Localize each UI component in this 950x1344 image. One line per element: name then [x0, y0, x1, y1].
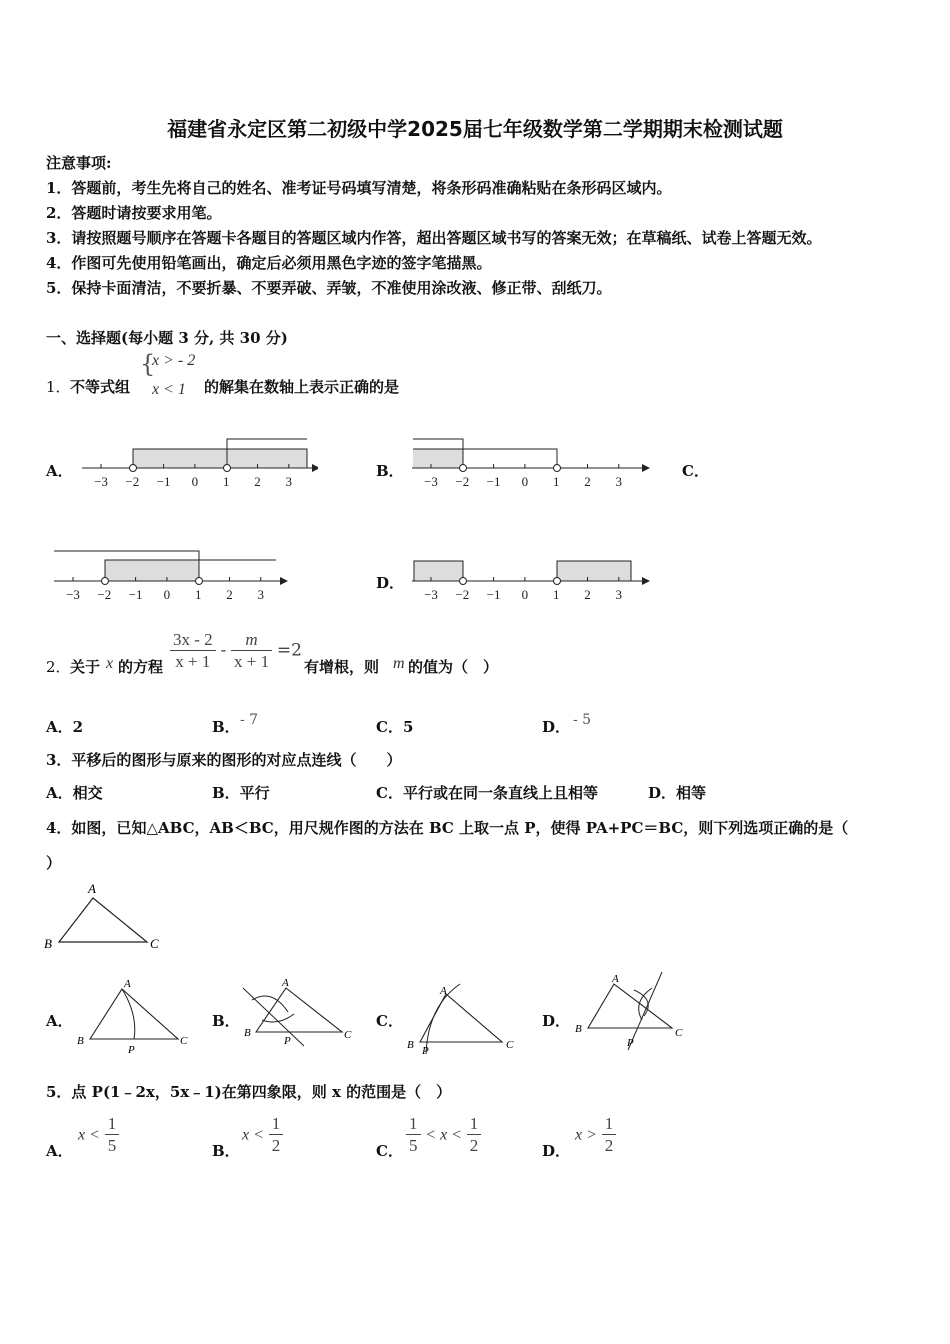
number-line-d	[408, 545, 653, 605]
q2-var-x: x	[106, 655, 114, 672]
option-c: C．平行或在同一条直线上且相等	[376, 784, 598, 802]
arrow-icon	[312, 464, 318, 472]
notice-item: 1．答题前，考生先将自己的姓名、准考证号码填写清楚，将条形码准确粘贴在条形码区域内。	[46, 179, 672, 197]
option-b-expr: x < $\frac{1}{2}$	[242, 1114, 283, 1157]
tick-label: 3	[615, 474, 623, 489]
tick-label: 2	[226, 587, 233, 602]
figure-a	[72, 975, 197, 1057]
q2-var-m: m	[393, 655, 405, 672]
vertex-a: A	[88, 881, 96, 896]
triangle	[256, 988, 342, 1032]
option-b: B．	[212, 1012, 240, 1030]
arc	[634, 990, 648, 1016]
tick-label: −2	[455, 474, 470, 489]
option-c: C．	[376, 1012, 403, 1030]
vertex-b: B	[407, 1039, 414, 1051]
option-c: C．5	[376, 718, 414, 736]
option-c: C．	[376, 1142, 403, 1160]
q2-equation: $\frac{3x - 2}{x + 1}$ - $\frac{m}{x + 1}$ =2	[170, 630, 302, 673]
open-point	[102, 578, 109, 585]
solution-region	[413, 449, 463, 468]
vertex-c: C	[506, 1039, 514, 1051]
fraction: $\frac{1}{2}$	[602, 1114, 617, 1157]
option-b: B．	[212, 1142, 240, 1160]
option-label: B．	[376, 462, 404, 480]
q5-text: 5．点 P(1﹣2x，5x﹣1)在第四象限，则 x 的范围是（ ）	[46, 1083, 452, 1101]
q3-text: 3．平移后的图形与原来的图形的对应点连线（ ）	[46, 751, 402, 769]
tick-label: −3	[66, 587, 80, 602]
option-d: D．相等	[648, 784, 707, 802]
option-label: D．	[376, 574, 405, 592]
figure-d	[572, 968, 697, 1054]
arrow-icon	[642, 464, 650, 472]
point-p: P	[627, 1037, 634, 1049]
notice-item: 2．答题时请按要求用笔。	[46, 204, 222, 222]
tick-label: 2	[254, 474, 261, 489]
vertex-a: A	[282, 977, 289, 989]
fraction: $\frac{1}{5}$	[105, 1114, 120, 1157]
tick-label: 1	[552, 474, 560, 489]
option-label: C．	[682, 462, 709, 480]
vertex-b: B	[244, 1027, 251, 1039]
arrow-icon	[280, 577, 288, 585]
tick-label: −2	[97, 587, 112, 602]
tick-label: −3	[424, 587, 438, 602]
q2-number: 2．	[46, 658, 71, 676]
vertex-a: A	[440, 985, 447, 997]
figure-c	[402, 980, 527, 1058]
tick-label: 0	[163, 587, 171, 602]
solution-region	[105, 560, 199, 581]
open-point	[554, 465, 561, 472]
triangle	[59, 898, 147, 942]
tick-label: 0	[521, 474, 529, 489]
open-point	[224, 465, 231, 472]
point-p: P	[284, 1035, 291, 1047]
fraction: $\frac{3x - 2}{x + 1}$	[170, 630, 216, 673]
vertex-c: C	[180, 1035, 188, 1047]
option-a-expr: x < $\frac{1}{5}$	[78, 1114, 119, 1157]
option-a: A．相交	[46, 784, 103, 802]
option-d-expr: x > $\frac{1}{2}$	[575, 1114, 616, 1157]
notice-item: 4．作图可先使用铅笔画出，确定后必须用黑色字迹的签字笔描黑。	[46, 254, 492, 272]
section-heading: 一、选择题(每小题 3 分, 共 30 分)	[46, 329, 288, 347]
bisector	[243, 988, 304, 1046]
q1-pre: 不等式组	[70, 378, 131, 396]
option-d: D．	[542, 1012, 571, 1030]
q2-mid: 的方程	[118, 658, 164, 676]
tick-label: 1	[222, 474, 230, 489]
option-c-expr: $\frac{1}{5}$ < x < $\frac{1}{2}$	[406, 1114, 481, 1157]
open-point	[196, 578, 203, 585]
vertex-a: A	[612, 973, 619, 985]
tick-label: 2	[584, 474, 591, 489]
option-a: A．	[46, 1142, 73, 1160]
q4-text-cont: ）	[46, 854, 62, 872]
option-d: D．	[542, 718, 571, 736]
number-line-a	[78, 432, 318, 492]
point-p: P	[422, 1045, 429, 1057]
fraction: $\frac{1}{5}$	[406, 1114, 421, 1157]
tick-label: 0	[521, 587, 529, 602]
q1-ineq-1: x > - 2	[152, 352, 196, 369]
vertex-a: A	[124, 978, 131, 990]
point-p: P	[128, 1044, 135, 1056]
open-point	[554, 578, 561, 585]
q1-post: 的解集在数轴上表示正确的是	[204, 378, 400, 396]
q4-text: 4．如图，已知△ABC，AB＜BC，用尺规作图的方法在 BC 上取一点 P，使得 PA+PC＝BC，则下列选项正确的是（	[46, 819, 849, 837]
option-d-value: - 5	[573, 712, 592, 728]
option-b: B．	[212, 718, 240, 736]
vertex-c: C	[344, 1029, 352, 1041]
q1-ineq-2: x < 1	[152, 381, 186, 398]
vertex-b: B	[77, 1035, 84, 1047]
tick-label: 0	[191, 474, 199, 489]
triangle	[588, 984, 672, 1028]
solution-region	[133, 449, 307, 468]
brace: {	[140, 350, 156, 378]
q2-post: 有增根，则	[304, 658, 380, 676]
arc	[252, 996, 288, 1012]
tick-label: 3	[257, 587, 265, 602]
open-point	[460, 465, 467, 472]
tick-label: 2	[584, 587, 591, 602]
tick-label: −1	[128, 587, 143, 602]
tick-label: −1	[486, 587, 501, 602]
q2-post2: 的值为（ ）	[408, 658, 499, 676]
arc	[122, 989, 135, 1039]
notice-heading: 注意事项:	[46, 154, 112, 172]
tick-label: −3	[424, 474, 438, 489]
open-point	[460, 578, 467, 585]
option-a: A．2	[46, 718, 84, 736]
solution-region	[414, 561, 463, 581]
vertex-b: B	[575, 1023, 582, 1035]
figure-b	[238, 972, 358, 1054]
triangle-abc	[40, 878, 170, 956]
tick-label: 3	[615, 587, 623, 602]
arrow-icon	[642, 577, 650, 585]
vertex-c: C	[150, 936, 159, 951]
tick-label: −2	[455, 587, 470, 602]
triangle	[90, 989, 178, 1039]
q1-number: 1．	[46, 378, 71, 396]
option-label: A．	[46, 462, 73, 480]
option-d: D．	[542, 1142, 571, 1160]
option-b: B．平行	[212, 784, 270, 802]
tick-label: −1	[486, 474, 501, 489]
tick-label: 1	[552, 587, 560, 602]
tick-label: −2	[125, 474, 140, 489]
open-point	[130, 465, 137, 472]
notice-item: 5．保持卡面清洁，不要折暴、不要弄破、弄皱，不准使用涂改液、修正带、刮纸刀。	[46, 279, 612, 297]
tick-label: 1	[194, 587, 202, 602]
number-line-c	[50, 545, 295, 605]
range-bracket	[463, 449, 557, 468]
vertex-c: C	[675, 1027, 683, 1039]
option-b-value: - 7	[240, 712, 259, 728]
fraction: $\frac{1}{2}$	[269, 1114, 284, 1157]
fraction: $\frac{m}{x + 1}$	[231, 630, 272, 673]
fraction: $\frac{1}{2}$	[467, 1114, 482, 1157]
number-line-b	[408, 432, 653, 492]
notice-item: 3．请按照题号顺序在答题卡各题目的答题区域内作答，超出答题区域书写的答案无效；在草稿纸、试卷上答题无效。	[46, 229, 822, 247]
triangle	[420, 994, 502, 1042]
q2-pre: 关于	[70, 658, 101, 676]
tick-label: −1	[156, 474, 171, 489]
tick-label: 3	[285, 474, 293, 489]
page-title: 福建省永定区第二初级中学2025届七年级数学第二学期期末检测试题	[167, 117, 783, 141]
vertex-b: B	[44, 936, 52, 951]
tick-label: −3	[94, 474, 108, 489]
solution-region	[557, 561, 631, 581]
option-a: A．	[46, 1012, 73, 1030]
